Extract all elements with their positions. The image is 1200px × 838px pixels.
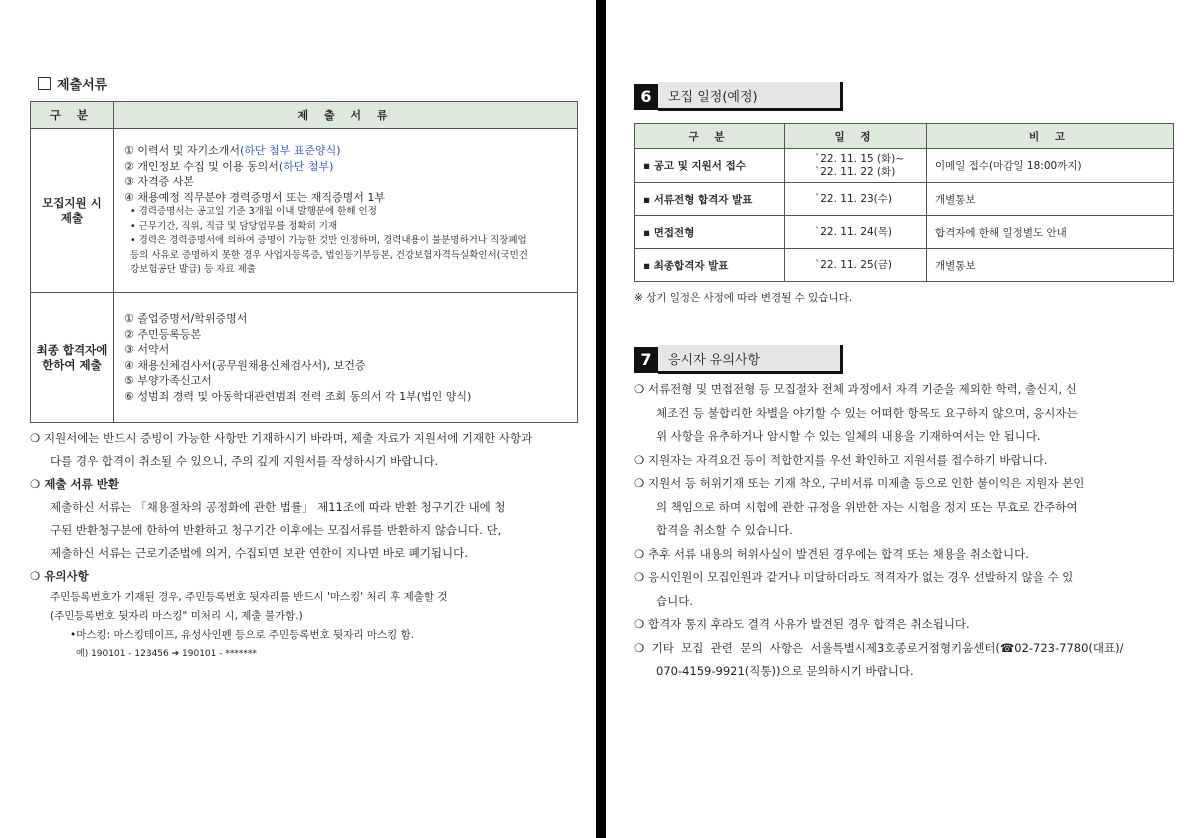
note-line: 등의 사유로 증명하지 못한 경우 사업자등록증, 법인등기부등본, 건강보험자격득실확인서(국민건 (130, 249, 528, 261)
list-item: ① 이력서 및 자기소개서(하단 첨부 표준양식) (124, 144, 341, 158)
table-row: ▪ 면접전형 `22. 11. 24(목) 합격자에 한해 일정별도 안내 (635, 216, 1174, 249)
section-title-documents: 제출서류 (38, 74, 578, 93)
list-item: ② 주민등록등본 (124, 327, 202, 341)
table-row: ▪ 최종합격자 발표 `22. 11. 25(금) 개별통보 (635, 249, 1174, 282)
table-row: ▪ 공고 및 지원서 접수 `22. 11. 15 (화)~ `22. 11. 22 (화) 이메일 접수(마감일 18:00까지) (635, 149, 1174, 183)
left-page (30, 74, 578, 664)
note-line: 강보험공단 발급) 등 자료 제출 (130, 264, 256, 276)
applicant-notes: ❍ 서류전형 및 면접전형 등 모집절차 전체 과정에서 자격 기준을 제외한 학력, 출신지, 신 체조건 등 불합리한 차별을 야기할 수 있는 어떠한 항목도 요구하지 않으며, 응시자는 위 사항을 유추하거나 암시할 수 있는 일체의 내용을 기재하여서는 안 됩니다. ❍ 지원자는 자격요건 등이 적합한지를 우선 확인하고 지원서를 접수하기 바랍니다. ❍ 지원서 등 허위기재 또는 기재 착오, 구비서류 미제출 등으로 인한 불이익은 지원자 본인 의 책임으로 하며 시험에 관한 규정을 위반한 자는 시험을 정지 또는 무효로 간주하여 합격을 취소할 수 있습니다. ❍ 추후 서류 내용의 허위사실이 발견된 경우에는 합격 또는 채용을 취소합니다. ❍ 응시인원이 모집인원과 같거나 미달하더라도 적격자가 없는 경우 선발하지 않을 수 있 습니다. ❍ 합격자 통지 후라도 결격 사유가 발견된 경우 합격은 취소됩니다. ❍ 기타 모집 관련 문의 사항은 서울특별시제3호종로거점형키움센터(☎02-723-7780(대표)/ 070-4159-9921(직통))으로 문의하시기 바랍니다. (634, 382, 1124, 678)
section-number: 7 (634, 347, 658, 373)
caution-title: ❍ 유의사항 (30, 569, 89, 583)
category-apply: 모집지원 시 제출 (31, 129, 114, 293)
schedule-note: ※ 상기 일정은 사정에 따라 변경될 수 있습니다. (634, 292, 853, 304)
list-item: ③ 서약서 (124, 343, 170, 356)
note-line: • 근무기간, 직위, 직급 및 담당업무를 정확히 기재 (130, 220, 338, 232)
section-6-heading (634, 82, 1174, 111)
section-title: 모집 일정(예정) (658, 82, 843, 111)
list-item: ① 졸업증명서/학위증명서 (124, 312, 248, 325)
table-header-row (31, 102, 578, 129)
final-documents-cell (114, 293, 578, 423)
table-row: ▪ 서류전형 합격자 발표 `22. 11. 23(수) 개별통보 (635, 183, 1174, 216)
documents-table (30, 101, 578, 423)
table-header-row: 구 분 일 정 비 고 (635, 124, 1174, 149)
note-line: • 경력증명서는 공고일 기준 3개월 이내 발행분에 한해 인정 (130, 206, 377, 218)
list-item: ② 개인정보 수집 및 이용 동의서(하단 첨부) (124, 159, 334, 173)
section-7-heading (634, 345, 1174, 374)
section-title: 응시자 유의사항 (658, 345, 843, 374)
notice-paragraph: ❍ 지원서에는 반드시 증빙이 가능한 사항만 기재하시기 바라며, 제출 자료가 지원서에 기재한 사항과 다를 경우 합격이 취소될 수 있으니, 주의 깊게 지원서를 작성하시기 바랍니다. ❍ 제출 서류 반환 제출하신 서류는 「채용절차의 공정화에 관한 법률」 제11조에 따라 반환 청구기간 내에 청 구된 반환청구분에 한하여 반환하고 청구기간 이후에는 모집서류를 반환하지 않습니다. 단, 제출하신 서류는 근로기준법에 의거, 수집되면 보관 연한이 지나면 바로 폐기됩니다. ❍ 유의사항 (30, 427, 578, 588)
section-number: 6 (634, 84, 658, 110)
return-title: ❍ 제출 서류 반환 (30, 477, 119, 491)
list-item: ⑥ 성범죄 경력 및 아동학대관련범죄 전력 조회 동의서 각 1부(법인 양식) (124, 389, 472, 403)
schedule-table (634, 123, 1174, 282)
header-documents: 제 출 서 류 (114, 102, 578, 129)
category-final: 최종 합격자에 한하여 제출 (31, 293, 114, 423)
note-line: • 경력은 경력증명서에 의하여 증명이 가능한 것만 인정하며, 경력내용이 불분명하거나 직장폐업 (130, 235, 527, 247)
table-row (31, 293, 578, 423)
checkbox-icon (38, 77, 51, 90)
list-item: ③ 자격증 사본 (124, 175, 194, 189)
right-page (634, 82, 1174, 684)
list-item: ④ 채용예정 직무분야 경력증명서 또는 재직증명서 1부 (124, 190, 385, 204)
header-category: 구 분 (31, 102, 114, 129)
table-row (31, 129, 578, 293)
list-item: ⑤ 부양가족신고서 (124, 374, 212, 387)
caution-list: 주민등록번호가 기재된 경우, 주민등록번호 뒷자리를 반드시 '마스킹' 처리 후 제출할 것 (주민등록번호 뒷자리 마스킹" 미처리 시, 제출 불가함.) •마스킹: 마스킹테이프, 유성사인펜 등으로 주민등록번호 뒷자리 마스킹 함. 예) 190101 - 123456 ➔ 190101 - ******* (50, 591, 448, 659)
apply-documents-cell (114, 129, 578, 293)
page-divider (596, 0, 606, 838)
list-item: ④ 채용신체검사서(공무원채용신체검사서), 보건증 (124, 358, 366, 372)
